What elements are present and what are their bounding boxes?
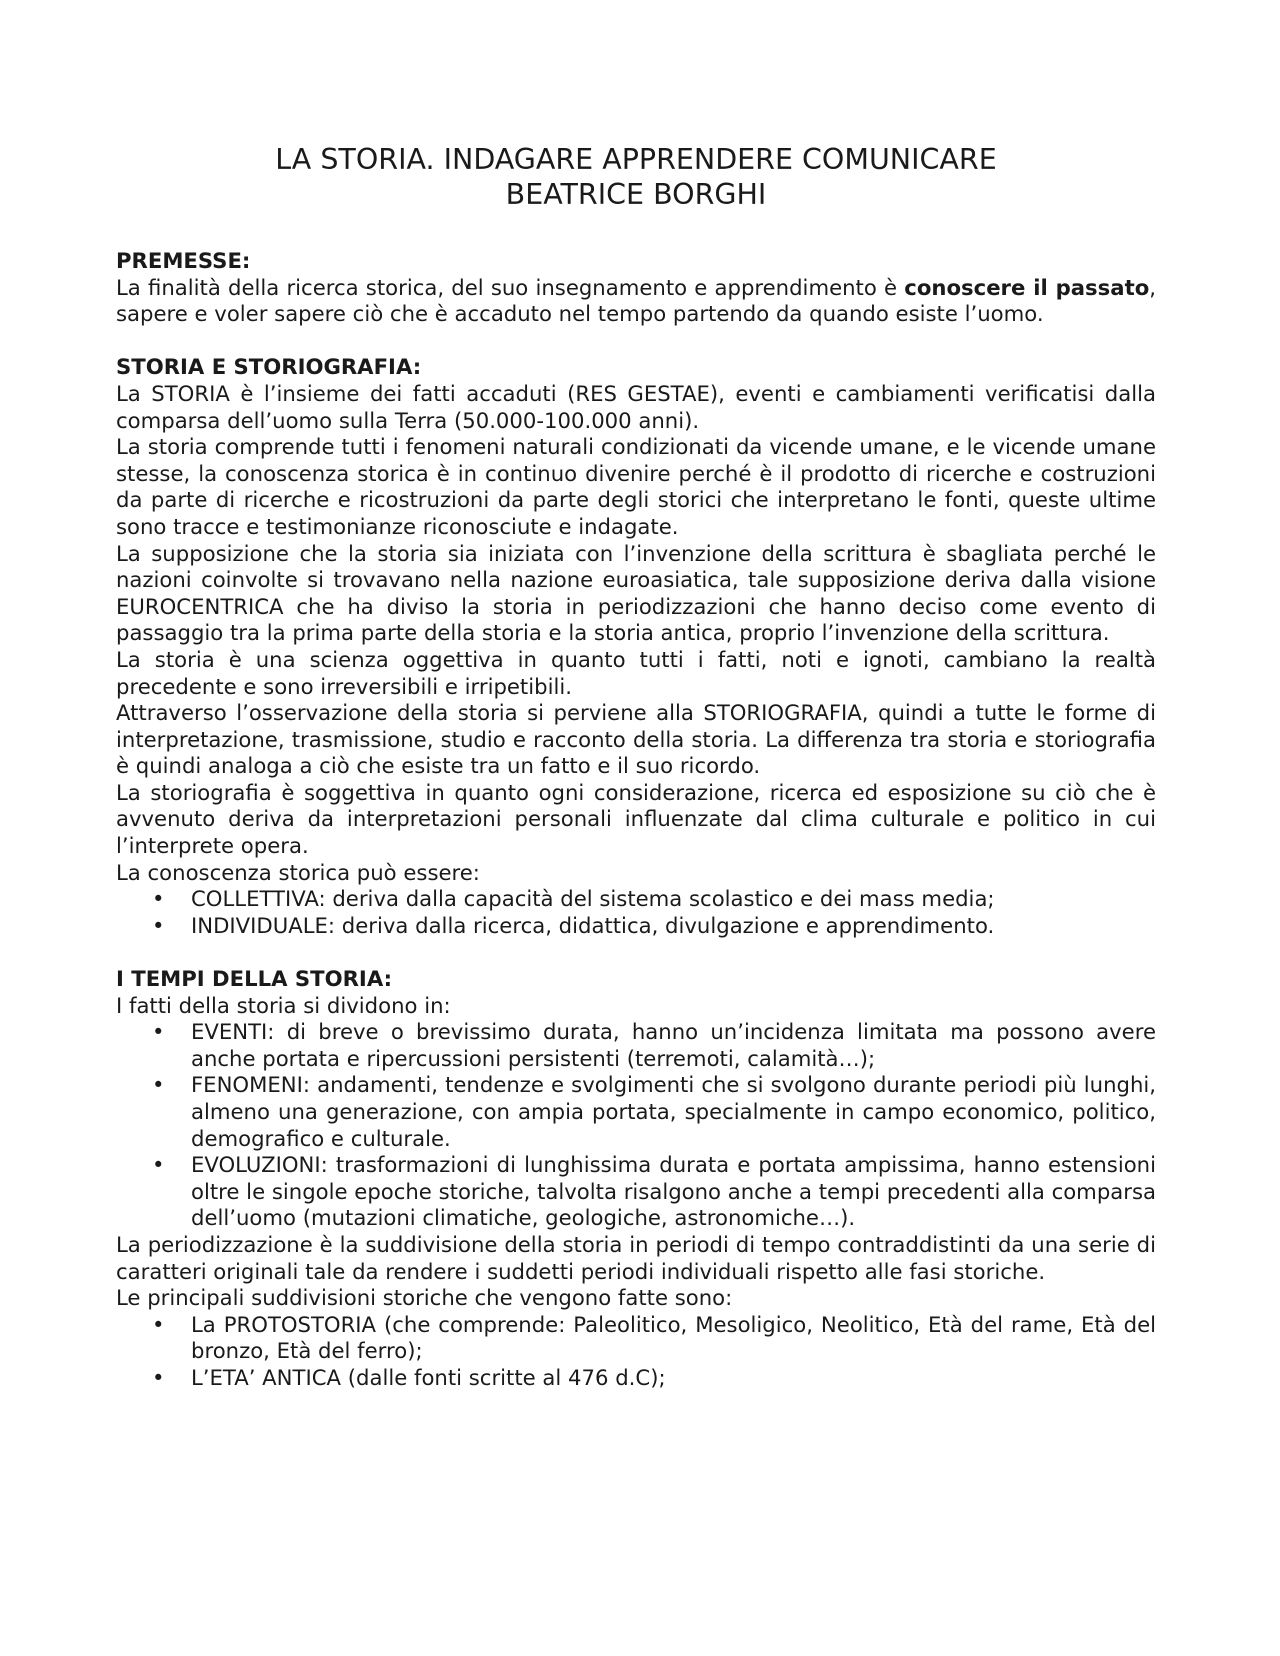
premesse-paragraph: La finalità della ricerca storica, del suo insegnamento e apprendimento è conoscere il passato, sapere e voler sapere ciò che è accaduto nel tempo partendo da quando esiste l’uomo. (116, 274, 1157, 327)
list-item: • La PROTOSTORIA (che comprende: Paleolitico, Mesoligico, Neolitico, Età del rame, Età del bronzo, Età del ferro); (116, 1312, 1156, 1365)
list-item: • INDIVIDUALE: deriva dalla ricerca, didattica, divulgazione e apprendimento. (116, 913, 1156, 940)
section-heading-storia-storiografia: STORIA E STORIOGRAFIA: (116, 354, 422, 380)
paragraph: La STORIA è l’insieme dei fatti accaduti (RES GESTAE), eventi e cambiamenti verificatisi dalla comparsa dell’uomo sulla Terra (50.000-100.000 anni). (116, 380, 1156, 433)
paragraph: I fatti della storia si dividono in: (116, 992, 451, 1018)
bold-phrase: conoscere il passato (904, 274, 1150, 300)
list-item: • COLLETTIVA: deriva dalla capacità del sistema scolastico e dei mass media; (116, 886, 1156, 913)
paragraph: La storia è una scienza oggettiva in quanto tutti i fatti, noti e ignoti, cambiano la realtà precedente e sono irreversibili e irripetibili. (116, 646, 1156, 699)
list-item: • EVOLUZIONI: trasformazioni di lunghissima durata e portata ampissima, hanno estensioni oltre le singole epoche storiche, talvolta risalgono anche a tempi precedenti alla comparsa dell’uomo (mutazioni climatiche, geologiche, astronomiche…). (116, 1152, 1156, 1232)
document-title (116, 142, 1156, 212)
title-line-1: LA STORIA. INDAGARE APPRENDERE COMUNICARE (275, 143, 997, 176)
title-author: BEATRICE BORGHI (505, 178, 767, 211)
bullet-list (116, 886, 1156, 939)
section-heading-premesse: PREMESSE: (116, 248, 251, 273)
paragraph: La supposizione che la storia sia iniziata con l’invenzione della scrittura è sbagliata perché le nazioni coinvolte si trovavano nella nazione euroasiatica, tale supposizione deriva dalla visione EUROCENTRICA che ha diviso la storia in periodizzazioni che hanno deciso come evento di passaggio tra la prima parte della storia e la storia antica, proprio l’invenzione della scrittura. (116, 540, 1156, 646)
list-item: • FENOMENI: andamenti, tendenze e svolgimenti che si svolgono durante periodi più lunghi, almeno una generazione, con ampia portata, specialmente in campo economico, politico, demografico e culturale. (116, 1072, 1156, 1152)
bullet-list (116, 1019, 1156, 1232)
paragraph: La periodizzazione è la suddivisione della storia in periodi di tempo contraddistinti da una serie di caratteri originali tale da rendere i suddetti periodi individuali rispetto alle fasi storiche. (116, 1231, 1156, 1284)
list-item: • L’ETA’ ANTICA (dalle fonti scritte al 476 d.C); (116, 1365, 1156, 1392)
paragraph: Attraverso l’osservazione della storia si perviene alla STORIOGRAFIA, quindi a tutte le forme di interpretazione, trasmissione, studio e racconto della storia. La differenza tra storia e storiografia è quindi analoga a ciò che esiste tra un fatto e il suo ricordo. (116, 700, 1156, 779)
paragraph: Le principali suddivisioni storiche che vengono fatte sono: (116, 1285, 733, 1311)
document-page (116, 142, 1156, 1392)
list-item: • EVENTI: di breve o brevissimo durata, hanno un’incidenza limitata ma possono avere anche portata e ripercussioni persistenti (terremoti, calamità…); (116, 1019, 1156, 1072)
bullet-list (116, 1312, 1156, 1392)
paragraph: La conoscenza storica può essere: (116, 859, 480, 885)
paragraph: La storiografia è soggettiva in quanto ogni considerazione, ricerca ed esposizione su ciò che è avvenuto deriva da interpretazioni personali influenzate dal clima culturale e politico in cui l’interprete opera. (116, 779, 1156, 859)
section-heading-tempi: I TEMPI DELLA STORIA: (116, 966, 393, 992)
paragraph: La storia comprende tutti i fenomeni naturali condizionati da vicende umane, e le vicende umane stesse, la conoscenza storica è in continuo divenire perché è il prodotto di ricerche e costruzioni da parte di ricerche e ricostruzioni da parte degli storici che interpretano le fonti, queste ultime sono tracce e testimonianze riconosciute e indagate. (116, 434, 1156, 539)
